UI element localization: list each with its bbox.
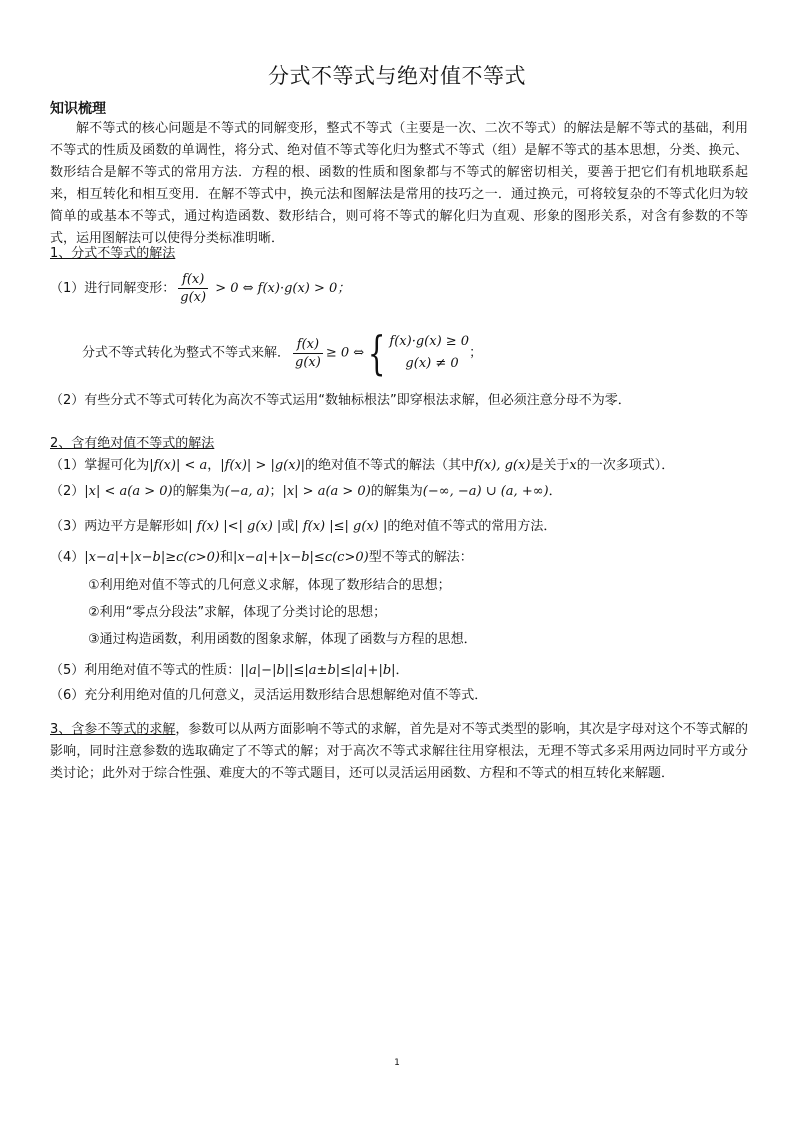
- section3-text: ，参数可以从两方面影响不等式的求解，首先是对不等式类型的影响，其次是字母对这个不等式解的影响，同时注意参数的选取确定了不等式的解；对于高次不等式求解往往用穿根法，无理不等式多采用两边同时平方或分类讨论；此外对于综合性强、难度大的不等式题目，还可以灵活运用函数、方程和不等式的相互转化来解题．: [50, 722, 748, 781]
- section2-sub3: ③通过构造函数，利用函数的图象求解，体现了函数与方程的思想．: [88, 632, 477, 647]
- section2-item2: （2）|x| < a(a > 0)的解集为(−a, a)；|x| > a(a > 0)的解集为(−∞, −a) ∪ (a, +∞)．: [50, 484, 562, 499]
- section2-item4: （4）|x−a|+|x−b|≥c(c>0)和|x−a|+|x−b|≤c(c>0)型不等式的解法：: [50, 550, 473, 565]
- document-title: 分式不等式与绝对值不等式: [268, 64, 526, 88]
- section3-paragraph: [50, 719, 748, 785]
- section2-item6: （6）充分利用绝对值的几何意义，灵活运用数形结合思想解绝对值不等式．: [50, 688, 488, 703]
- intro-paragraph: [50, 118, 748, 250]
- section1-item1: （1）进行同解变形： $\frac{f(x)}{g(x)}$ > 0 ⇔ f(x)·g(x) > 0；: [50, 272, 351, 305]
- section2-item1: （1）掌握可化为|f(x)| < a，|f(x)| > |g(x)|的绝对值不等式的解法（其中f(x), g(x)是关于x的一次多项式）．: [50, 458, 675, 473]
- section1-item2: （2）有些分式不等式可转化为高次不等式运用“数轴标根法”即穿根法求解，但必须注意分母不为零．: [50, 393, 631, 408]
- left-brace-icon: {: [367, 326, 386, 380]
- fraction: $\frac{f(x)}{g(x)}$: [180, 272, 207, 305]
- fraction: $\frac{f(x)}{g(x)}$: [295, 336, 321, 370]
- section2-title: 2、含有绝对值不等式的解法: [50, 436, 215, 451]
- intro-text: 解不等式的核心问题是不等式的同解变形，整式不等式（主要是一次、二次不等式）的解法是解不等式的基础，利用不等式的性质及函数的单调性，将分式、绝对值不等式等化归为整式不等式（组）是解不等式的基本思想，分类、换元、数形结合是解不等式的常用方法．方程的根、函数的性质和图象都与不等式的解密切相关，要善于把它们有机地联系起来，相互转化和相互变用．在解不等式中，换元法和图解法是常用的技巧之一．通过换元，可将较复杂的不等式化归为较简单的或基本不等式，通过构造函数、数形结合，则可将不等式的解化归为直观、形象的图形关系，对含有参数的不等式，运用图解法可以使得分类标准明晰．: [50, 121, 748, 246]
- page-number: 1: [394, 1058, 400, 1068]
- section2-sub2: ②利用“零点分段法”求解，体现了分类讨论的思想；: [88, 605, 387, 620]
- section2-sub1: ①利用绝对值不等式的几何意义求解，体现了数形结合的思想；: [88, 578, 451, 593]
- section1-item1b: 分式不等式转化为整式不等式来解． $\frac{f(x)}{g(x)}$ ≥ 0 ⇔{ f(x)·g(x) ≥ 0 g(x) ≠ 0 ；: [82, 326, 483, 380]
- inequality-system: f(x)·g(x) ≥ 0 g(x) ≠ 0: [389, 334, 470, 371]
- section-heading: 知识梳理: [50, 101, 106, 117]
- section2-item5: （5）利用绝对值不等式的性质：||a|−|b||≤|a±b|≤|a|+|b|．: [50, 663, 409, 678]
- section3-title: 3、含参不等式的求解: [50, 722, 176, 737]
- section2-item3: （3）两边平方是解形如| f(x) |<| g(x) |或| f(x) |≤| g(x) |的绝对值不等式的常用方法．: [50, 519, 557, 534]
- section1-title: 1、分式不等式的解法: [50, 246, 176, 261]
